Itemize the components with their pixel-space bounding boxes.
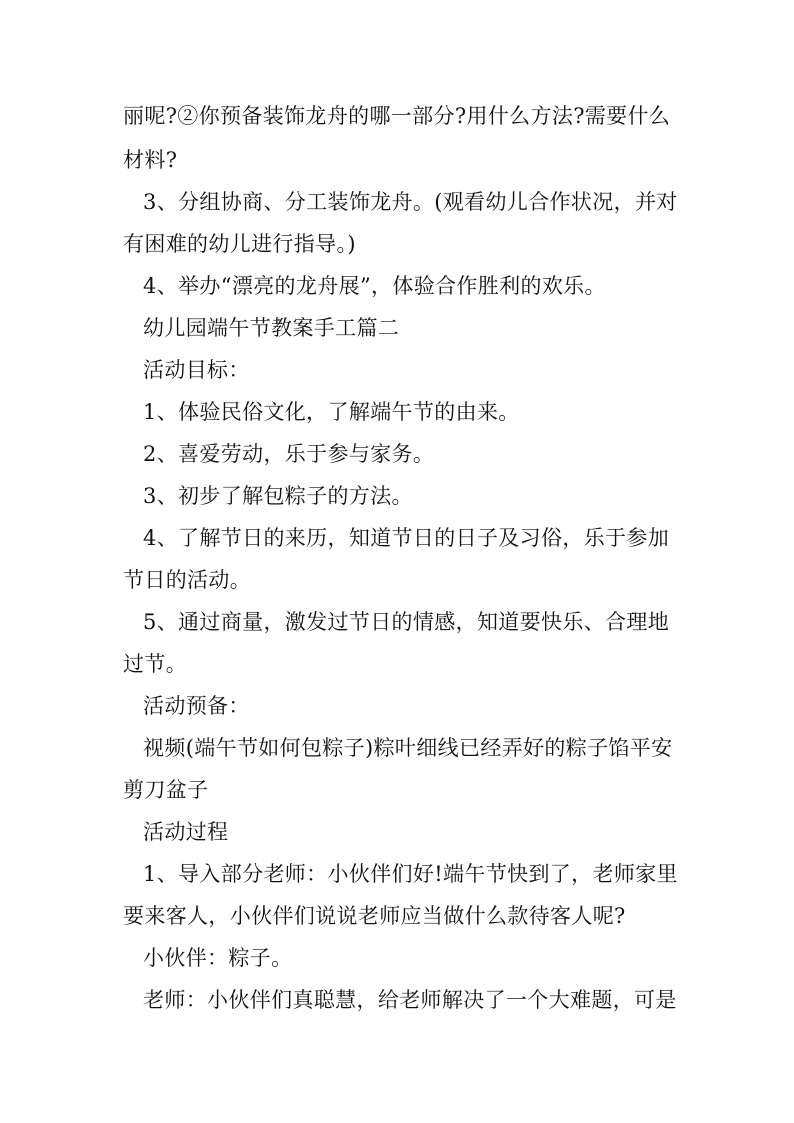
text-line: 丽呢?②你预备装饰龙舟的哪一部分?用什么方法?需要什么: [123, 104, 671, 128]
text-line: 5、通过商量，激发过节日的情感，知道要快乐、合理地: [143, 610, 670, 634]
text-line: 4、举办“漂亮的龙舟展”，体验合作胜利的欢乐。: [143, 274, 606, 298]
text-line: 剪刀盆子: [123, 778, 209, 802]
text-line: 节日的活动。: [123, 568, 252, 592]
subsection-label: 活动过程: [143, 820, 229, 844]
text-line: 3、初步了解包粽子的方法。: [143, 484, 413, 508]
text-line: 视频(端午节如何包粽子)粽叶细线已经弄好的粽子馅平安: [143, 736, 673, 760]
text-line: 小伙伴：粽子。: [143, 946, 293, 970]
text-line: 1、导入部分老师：小伙伴们好!端午节快到了，老师家里: [143, 862, 678, 886]
text-line: 过节。: [123, 652, 188, 676]
text-line: 有困难的幼儿进行指导。): [123, 232, 356, 256]
text-line: 1、体验民俗文化，了解端午节的由来。: [143, 400, 520, 424]
text-line: 材料?: [123, 148, 178, 172]
text-line: 4、了解节日的来历，知道节日的日子及习俗，乐于参加: [143, 526, 670, 550]
text-line: 老师：小伙伴们真聪慧，给老师解决了一个大难题，可是: [143, 988, 677, 1012]
subsection-label: 活动预备：: [143, 694, 250, 718]
section-heading: 幼儿园端午节教案手工篇二: [143, 316, 400, 340]
text-line: 要来客人，小伙伴们说说老师应当做什么款待客人呢?: [123, 904, 626, 928]
text-line: 3、分组协商、分工装饰龙舟。(观看幼儿合作状况，并对: [143, 190, 678, 214]
subsection-label: 活动目标：: [143, 358, 250, 382]
text-line: 2、喜爱劳动，乐于参与家务。: [143, 442, 435, 466]
